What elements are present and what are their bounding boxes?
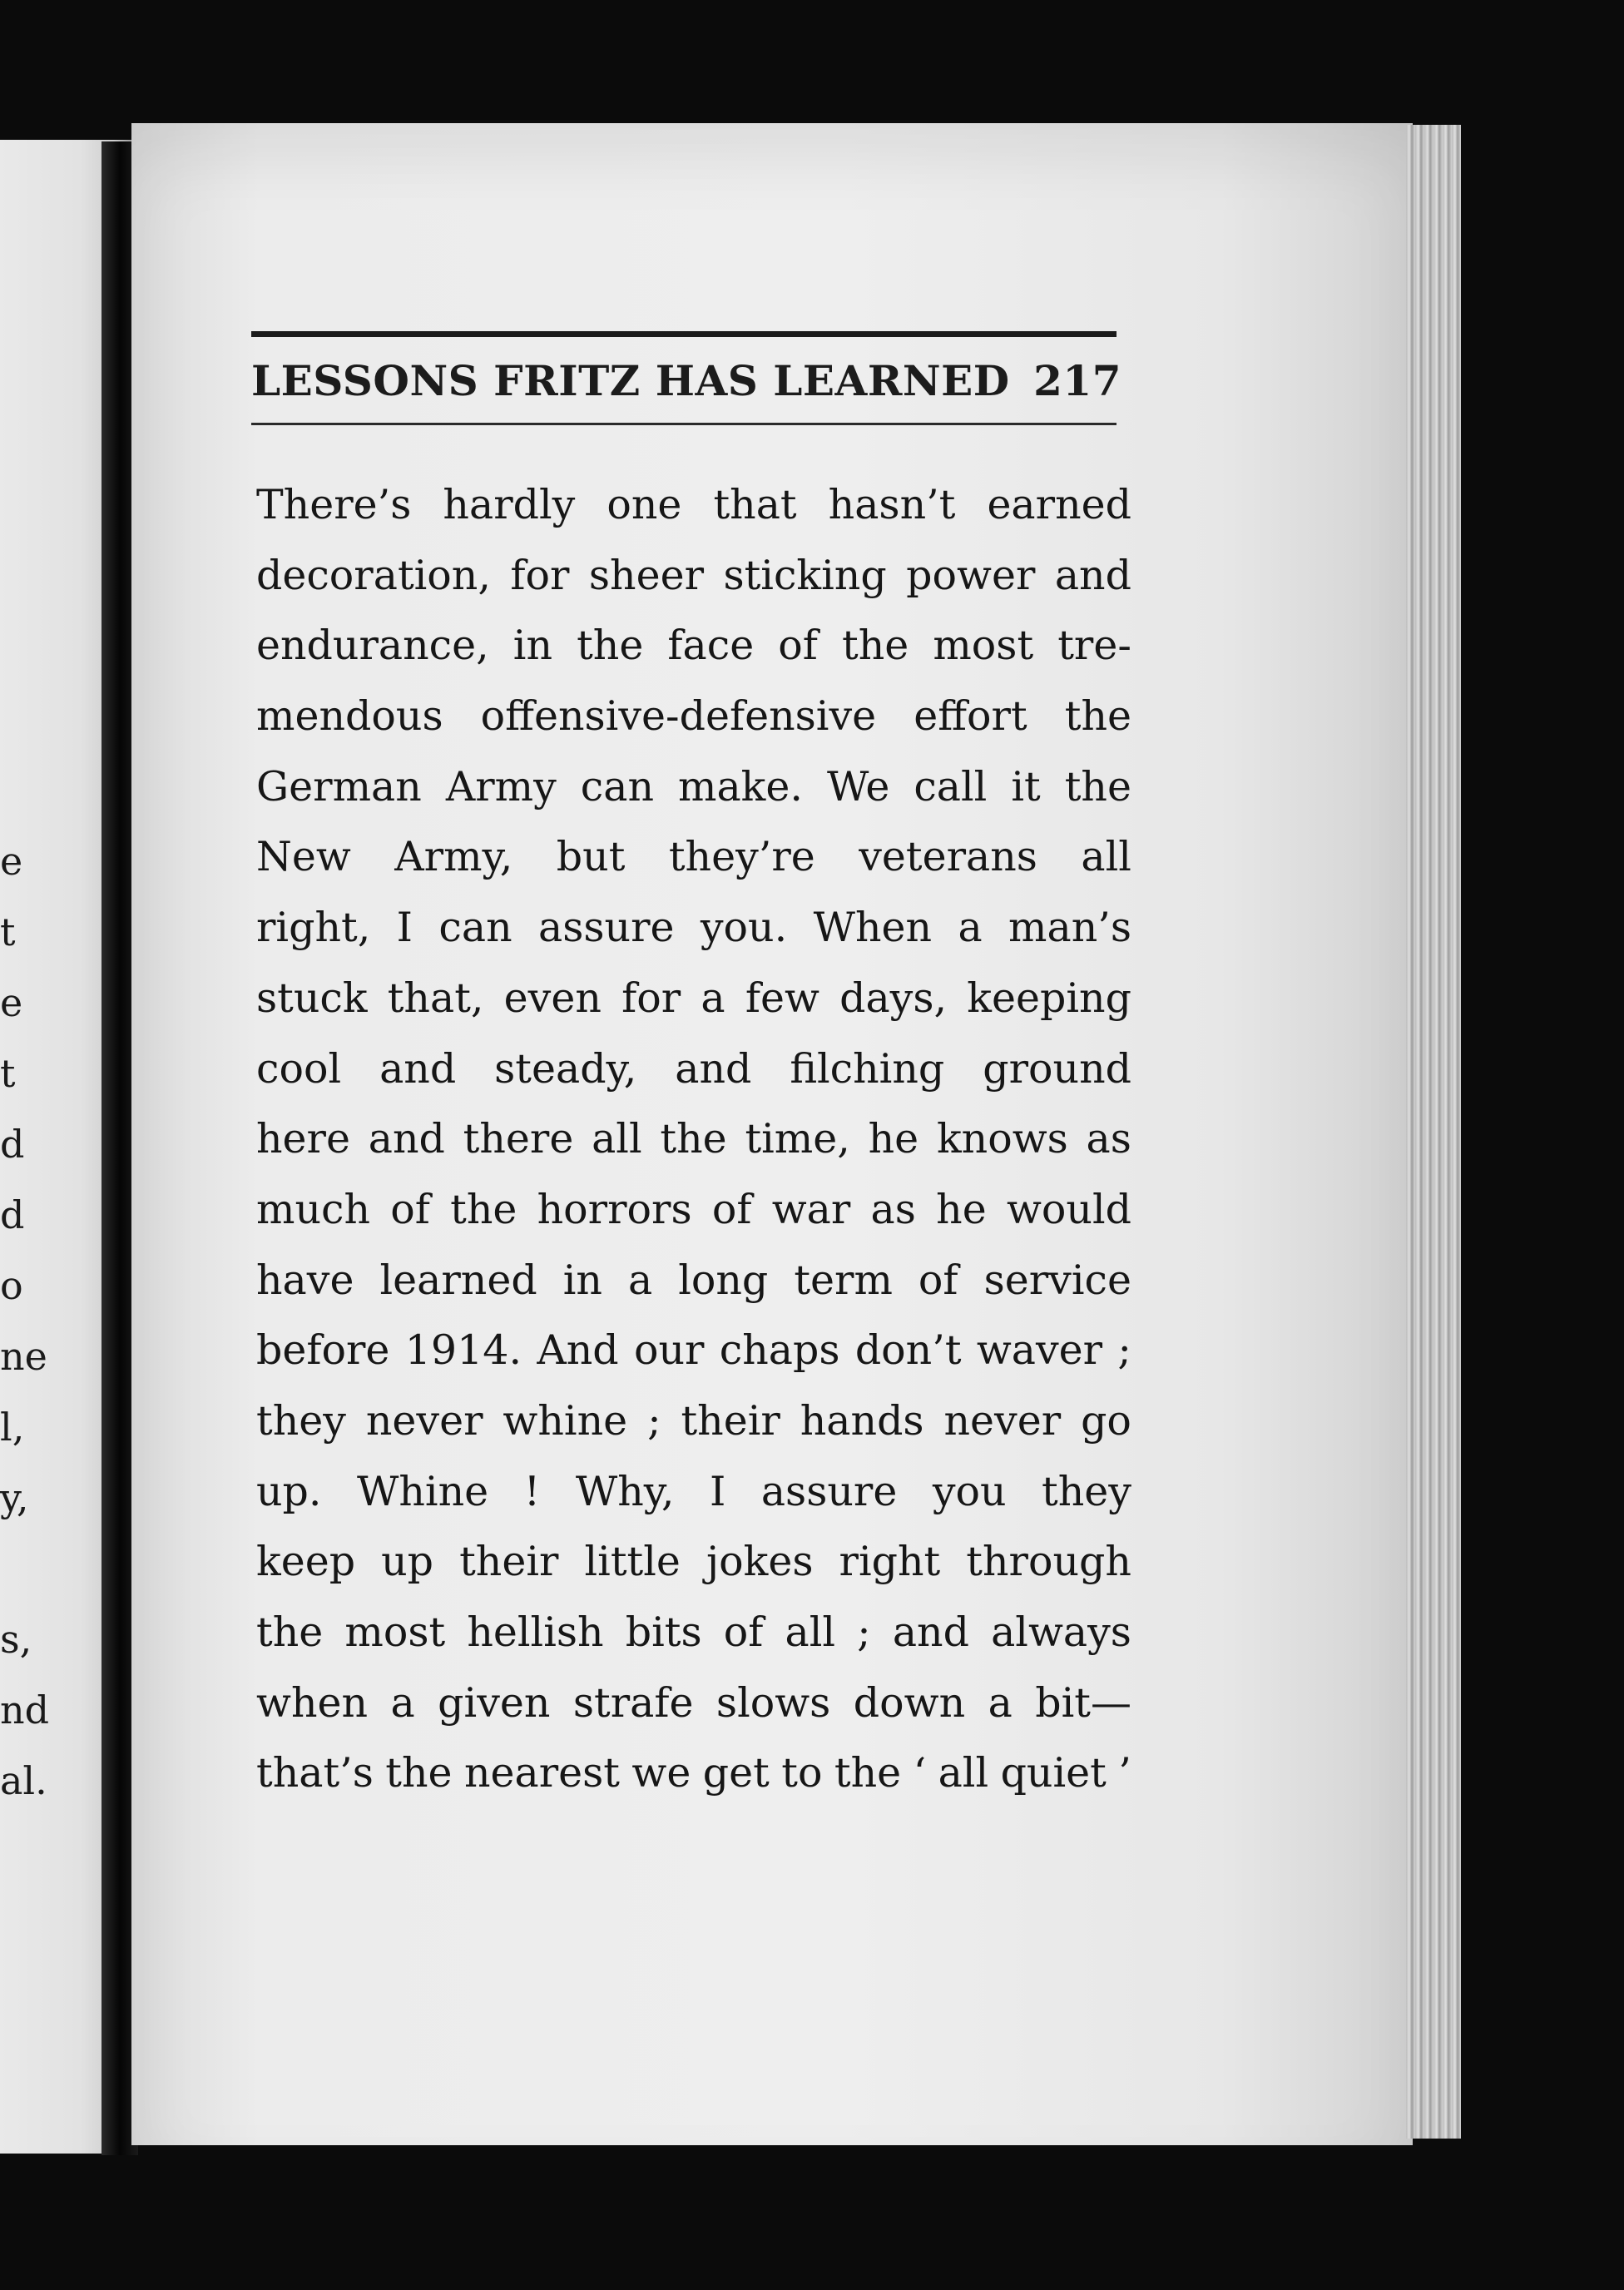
running-title: LESSONS FRITZ HAS LEARNED [251,356,1010,405]
text-line: keep up their little jokes right through [256,1538,1131,1586]
text-line: the most hellish bits of all ; and always [256,1608,1131,1656]
text-line: stuck that, even for a few days, keeping [256,974,1131,1022]
left-fragment: s, [0,1617,32,1662]
text-line: decoration, for sheer sticking power and [256,551,1131,599]
body-text [256,481,1131,1820]
text-line: German Army can make. We call it the [256,762,1131,810]
header-rule-bottom [251,423,1116,425]
left-page-text-fragments [0,140,100,2154]
left-fragment: e [0,839,23,884]
text-line: before 1914. And our chaps don’t waver ; [256,1326,1131,1375]
left-fragment: y, [0,1475,29,1520]
left-fragment: d [0,1192,25,1237]
left-fragment: ne [0,1334,47,1379]
text-line: cool and steady, and filching ground [256,1044,1131,1093]
left-fragment: al. [0,1758,47,1803]
text-line: have learned in a long term of service [256,1256,1131,1304]
text-line: New Army, but they’re veterans all [256,833,1131,881]
text-line: they never whine ; their hands never go [256,1396,1131,1445]
background-edge [1461,125,1624,2139]
text-line: here and there all the time, he knows as [256,1115,1131,1163]
text-line: much of the horrors of war as he would [256,1185,1131,1233]
left-fragment: t [0,1051,16,1096]
running-head [251,356,1121,405]
text-line: that’s the nearest we get to the ‘ all quiet ’ [256,1749,1131,1797]
text-line: mendous offensive-defensive effort the [256,692,1131,741]
text-line: up. Whine ! Why, I assure you they [256,1467,1131,1515]
left-fragment: d [0,1122,25,1167]
left-fragment: o [0,1263,23,1308]
left-fragment: l, [0,1405,25,1450]
left-fragment: nd [0,1688,50,1732]
header-rule-top [251,331,1116,337]
text-line: right, I can assure you. When a man’s [256,904,1131,952]
page-edge-stack [1406,125,1464,2139]
left-fragment: e [0,980,23,1025]
text-line: There’s hardly one that hasn’t earned [256,481,1131,528]
text-line: endurance, in the face of the most tre- [256,622,1131,670]
left-fragment: t [0,910,16,954]
text-line: when a given strafe slows down a bit— [256,1678,1131,1727]
page-number: 217 [1033,356,1121,405]
